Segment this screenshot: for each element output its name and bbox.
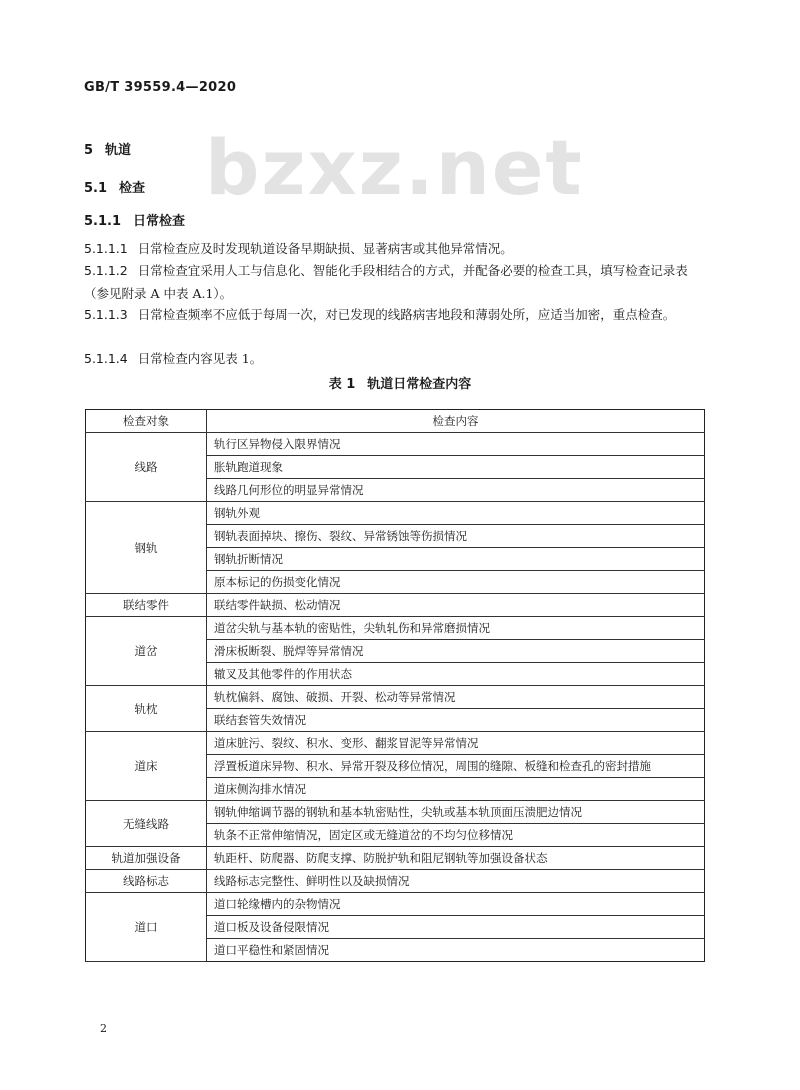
table-row	[86, 893, 705, 916]
table-row	[86, 594, 705, 617]
clause-text: 日常检查频率不应低于每周一次，对已发现的线路病害地段和薄弱处所，应适当加密，重点检查。	[137, 307, 676, 322]
header-inspection-object: 检查对象	[86, 410, 207, 433]
inspection-content-cell: 滑床板断裂、脱焊等异常情况	[207, 640, 705, 663]
section-5-1-heading	[84, 177, 145, 196]
inspection-content-cell: 线路几何形位的明显异常情况	[207, 479, 705, 502]
inspection-object-cell: 轨枕	[86, 686, 207, 732]
table-row	[86, 686, 705, 709]
paragraph-5-1-1-4	[84, 347, 704, 370]
inspection-content-cell: 道口轮缘槽内的杂物情况	[207, 893, 705, 916]
clause-text: 日常检查应及时发现轨道设备早期缺损、显著病害或其他异常情况。	[137, 241, 513, 256]
inspection-content-cell: 钢轨外观	[207, 502, 705, 525]
section-number: 5.1	[84, 181, 108, 196]
inspection-content-cell: 轨枕偏斜、腐蚀、破损、开裂、松动等异常情况	[207, 686, 705, 709]
table-row	[86, 433, 705, 456]
watermark: bzxz.net	[205, 123, 584, 212]
table-row	[86, 502, 705, 525]
inspection-object-cell: 线路	[86, 433, 207, 502]
inspection-content-cell: 道口板及设备侵限情况	[207, 916, 705, 939]
inspection-object-cell: 无缝线路	[86, 801, 207, 847]
table-body	[86, 433, 705, 962]
clause-number: 5.1.1.2	[84, 263, 128, 278]
table-row	[86, 870, 705, 893]
clause-number: 5.1.1.3	[84, 307, 128, 322]
inspection-content-cell: 轨条不正常伸缩情况，固定区或无缝道岔的不均匀位移情况	[207, 824, 705, 847]
table-row	[86, 732, 705, 755]
inspection-table	[85, 409, 705, 962]
inspection-object-cell: 道岔	[86, 617, 207, 686]
inspection-content-cell: 轨距杆、防爬器、防爬支撑、防脱护轨和阻尼钢轨等加强设备状态	[207, 847, 705, 870]
inspection-object-cell: 钢轨	[86, 502, 207, 594]
inspection-content-cell: 线路标志完整性、鲜明性以及缺损情况	[207, 870, 705, 893]
inspection-object-cell: 联结零件	[86, 594, 207, 617]
inspection-content-cell: 道床脏污、裂纹、积水、变形、翻浆冒泥等异常情况	[207, 732, 705, 755]
table-row	[86, 617, 705, 640]
table-header-row	[86, 410, 705, 433]
inspection-content-cell: 联结零件缺损、松动情况	[207, 594, 705, 617]
inspection-content-cell: 道床侧沟排水情况	[207, 778, 705, 801]
clause-text: 日常检查内容见表 1。	[137, 351, 263, 366]
inspection-content-cell: 轨行区异物侵入限界情况	[207, 433, 705, 456]
section-title: 日常检查	[133, 214, 186, 229]
header-inspection-content: 检查内容	[207, 410, 705, 433]
inspection-object-cell: 道口	[86, 893, 207, 962]
clause-number: 5.1.1.1	[84, 241, 128, 256]
inspection-object-cell: 线路标志	[86, 870, 207, 893]
section-title: 检查	[119, 181, 146, 196]
inspection-content-cell: 钢轨表面掉块、擦伤、裂纹、异常锈蚀等伤损情况	[207, 525, 705, 548]
section-number: 5	[84, 143, 94, 158]
table-title: 轨道日常检查内容	[367, 377, 472, 392]
section-5-heading	[84, 139, 131, 158]
inspection-content-cell: 钢轨折断情况	[207, 548, 705, 571]
inspection-content-cell: 联结套管失效情况	[207, 709, 705, 732]
section-title: 轨道	[105, 143, 132, 158]
paragraph-5-1-1-1	[84, 237, 704, 260]
table-row	[86, 847, 705, 870]
table-caption	[0, 373, 800, 392]
table-row	[86, 801, 705, 824]
paragraph-5-1-1-3	[84, 303, 704, 326]
section-5-1-1-heading	[84, 210, 185, 229]
inspection-content-cell: 浮置板道床异物、积水、异常开裂及移位情况，周围的缝隙、板缝和检查孔的密封措施	[207, 755, 705, 778]
inspection-object-cell: 道床	[86, 732, 207, 801]
page-number: 2	[100, 1022, 107, 1035]
inspection-content-cell: 原本标记的伤损变化情况	[207, 571, 705, 594]
inspection-content-cell: 钢轨伸缩调节器的钢轨和基本轨密贴性，尖轨或基本轨顶面压溃肥边情况	[207, 801, 705, 824]
inspection-content-cell: 道岔尖轨与基本轨的密贴性，尖轨轧伤和异常磨损情况	[207, 617, 705, 640]
inspection-content-cell: 道口平稳性和紧固情况	[207, 939, 705, 962]
standard-number: GB/T 39559.4—2020	[84, 80, 237, 95]
table-number: 表 1	[328, 377, 356, 392]
inspection-object-cell: 轨道加强设备	[86, 847, 207, 870]
inspection-content-cell: 辙叉及其他零件的作用状态	[207, 663, 705, 686]
paragraph-5-1-1-2	[84, 259, 704, 305]
inspection-content-cell: 胀轨跑道现象	[207, 456, 705, 479]
clause-text: 日常检查宜采用人工与信息化、智能化手段相结合的方式，并配备必要的检查工具，填写检查记录表（参见附录 A 中表 A.1）。	[84, 263, 688, 301]
clause-number: 5.1.1.4	[84, 351, 128, 366]
section-number: 5.1.1	[84, 214, 122, 229]
